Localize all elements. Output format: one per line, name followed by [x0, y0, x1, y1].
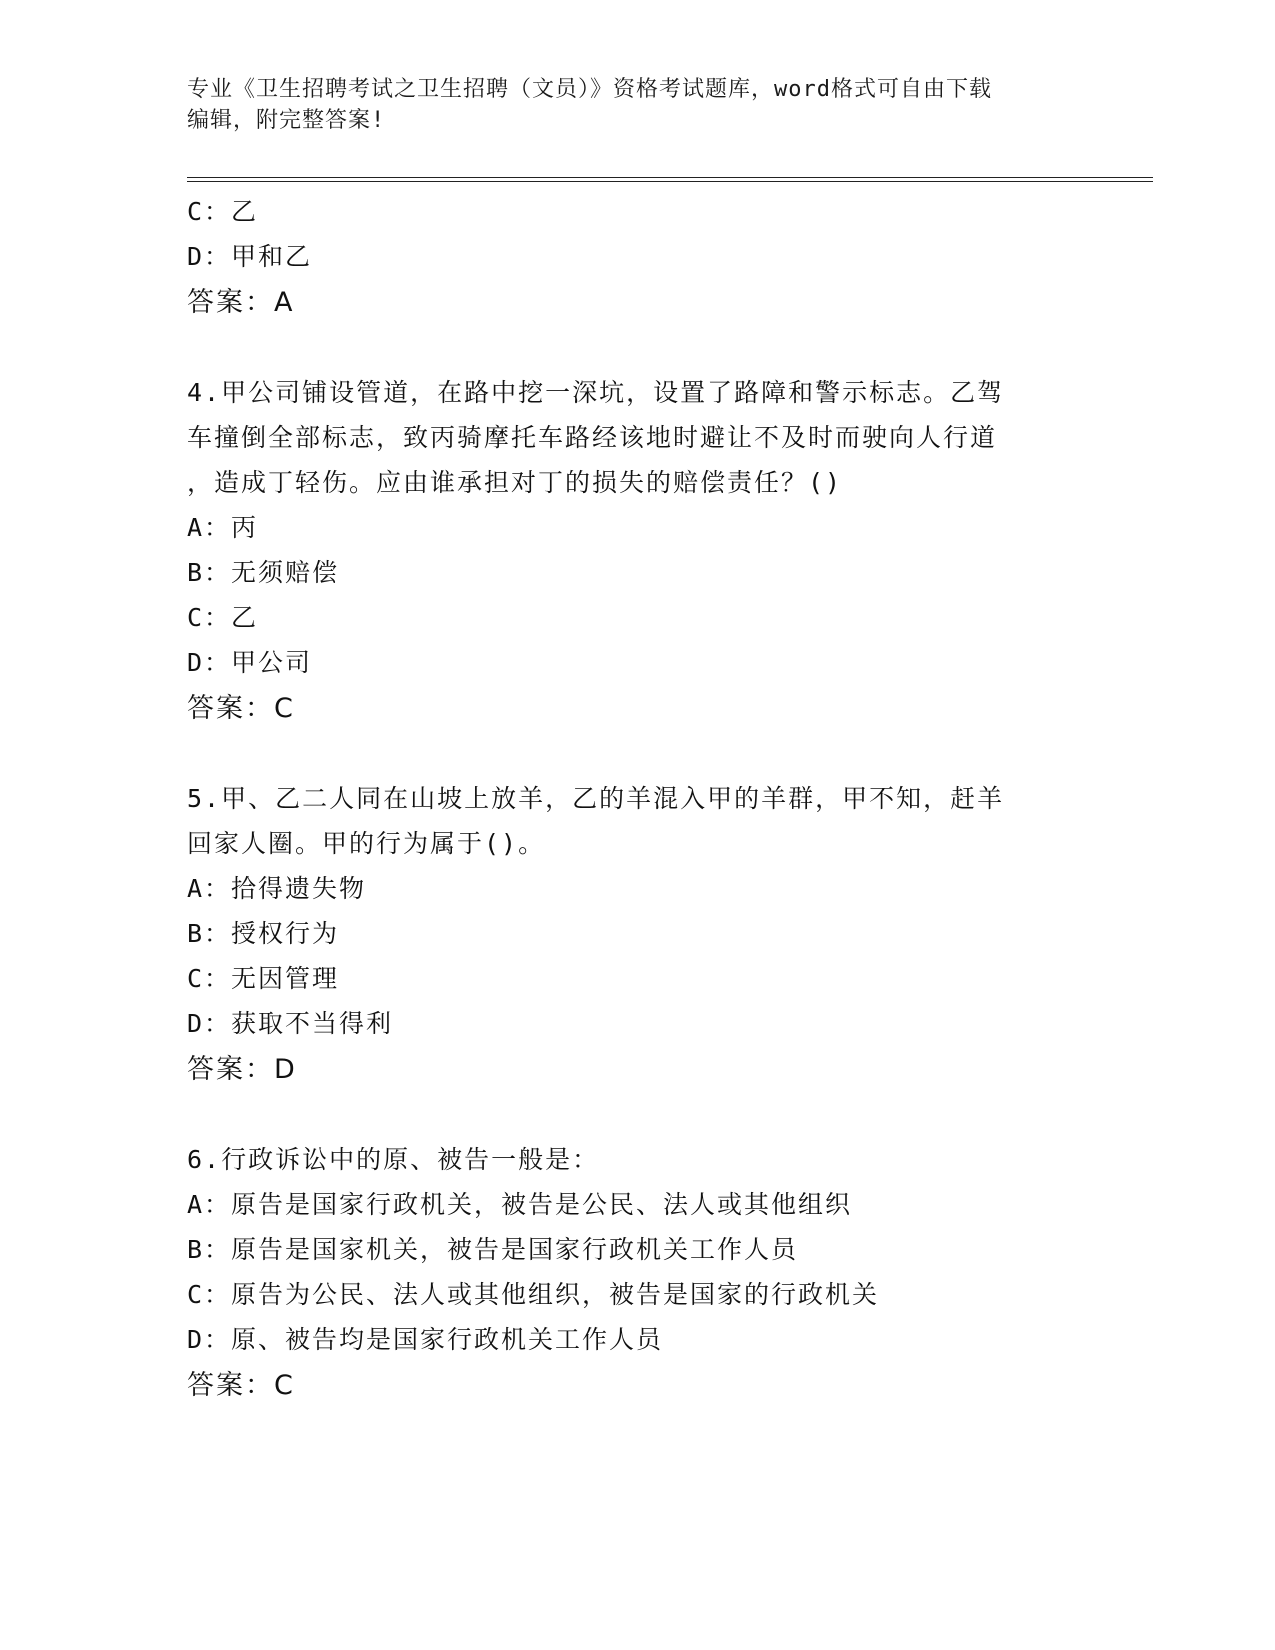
- carryover-question: [187, 189, 1087, 326]
- option-d: D：甲公司: [187, 648, 313, 677]
- question-stem-line: 4.甲公司铺设管道，在路中挖一深坑，设置了路障和警示标志。乙驾: [187, 378, 1005, 407]
- header-line-1: 专业《卫生招聘考试之卫生招聘（文员）》资格考试题库，word格式可自由下载: [187, 77, 992, 102]
- question-stem-line: 6.行政诉讼中的原、被告一般是：: [187, 1145, 600, 1174]
- option-d: D：甲和乙: [187, 242, 313, 271]
- document-header: [187, 74, 1087, 136]
- option-c: C：乙: [187, 603, 259, 632]
- option-c: C：原告为公民、法人或其他组织，被告是国家的行政机关: [187, 1280, 880, 1309]
- option-b: B：原告是国家机关，被告是国家行政机关工作人员: [187, 1235, 799, 1264]
- header-line-2: 编辑，附完整答案!: [187, 108, 386, 133]
- option-a: A：丙: [187, 513, 259, 542]
- question-stem-line: 5.甲、乙二人同在山坡上放羊，乙的羊混入甲的羊群，甲不知，赶羊: [187, 784, 1005, 813]
- question-list: [187, 189, 1087, 1409]
- option-c: C：乙: [187, 197, 259, 226]
- question-4: [187, 370, 1087, 732]
- answer-line: 答案：D: [187, 1054, 297, 1085]
- question-6: [187, 1137, 1087, 1409]
- question-stem: [187, 1137, 1087, 1182]
- question-stem: [187, 370, 1087, 505]
- question-stem: [187, 776, 1087, 866]
- question-stem-line: ，造成丁轻伤。应由谁承担对丁的损失的赔偿责任？(): [187, 468, 843, 497]
- question-stem-line: 车撞倒全部标志，致丙骑摩托车路经该地时避让不及时而驶向人行道: [187, 423, 998, 452]
- option-c: C：无因管理: [187, 964, 340, 993]
- option-a: A：拾得遗失物: [187, 874, 367, 903]
- question-5: [187, 776, 1087, 1093]
- option-d: D：原、被告均是国家行政机关工作人员: [187, 1325, 664, 1354]
- question-stem-line: 回家人圈。甲的行为属于()。: [187, 829, 546, 858]
- answer-line: 答案：A: [187, 287, 295, 318]
- header-divider: [187, 177, 1153, 182]
- option-d: D：获取不当得利: [187, 1009, 394, 1038]
- option-a: A：原告是国家行政机关，被告是公民、法人或其他组织: [187, 1190, 853, 1219]
- option-b: B：授权行为: [187, 919, 340, 948]
- answer-line: 答案：C: [187, 693, 295, 724]
- option-b: B：无须赔偿: [187, 558, 340, 587]
- answer-line: 答案：C: [187, 1370, 295, 1401]
